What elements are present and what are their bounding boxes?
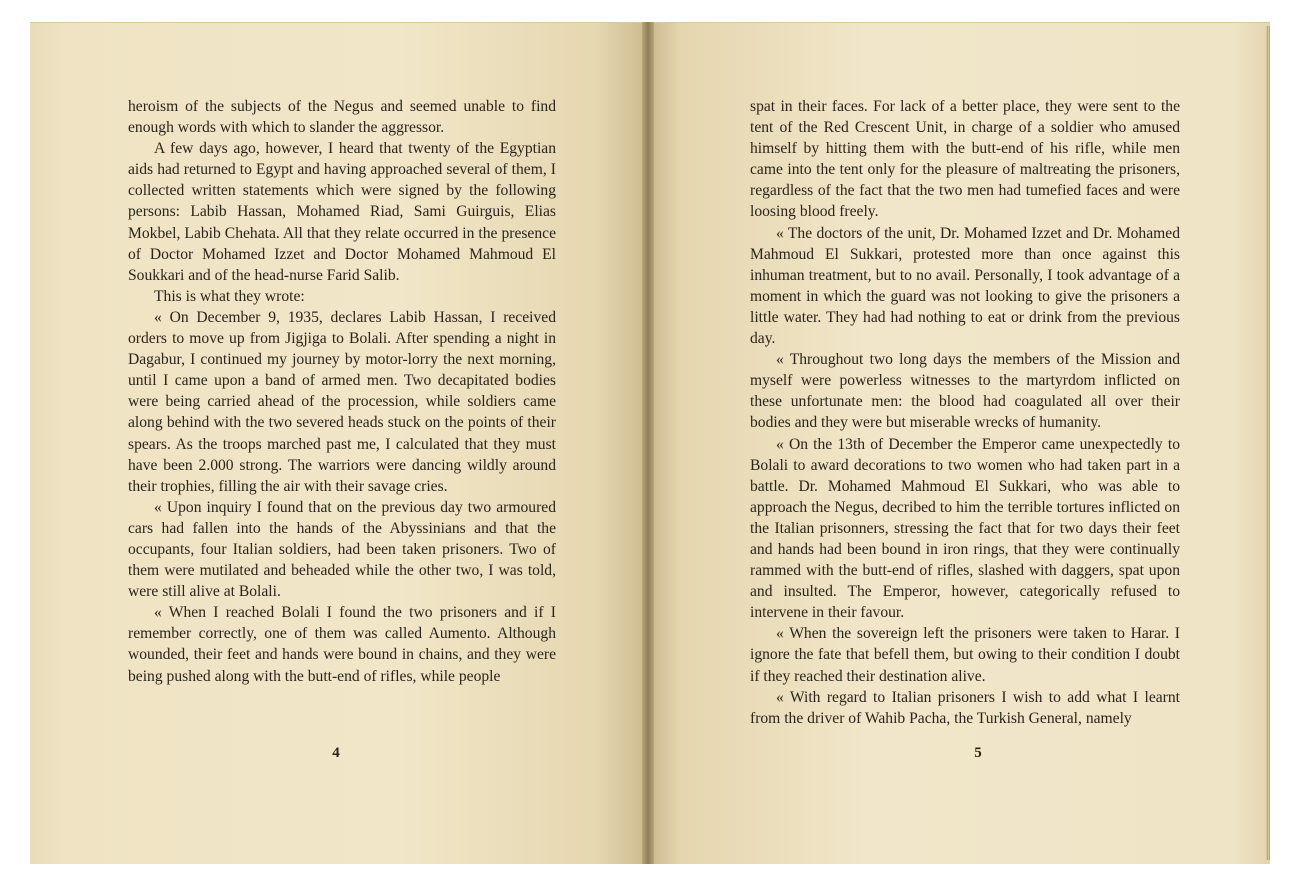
paragraph: spat in their faces. For lack of a better place, they were sent to the tent of the Red Crescent Unit, in charge of a soldier who amused himself by hitting them with the butt-end of his rifle, while men came into the tent only for the pleasure of maltreating the prisoners, regardless of the fact that the two men had tumefied faces and were loosing blood freely. xyxy=(750,98,1180,221)
book-gutter xyxy=(642,22,654,864)
paragraph: « On December 9, 1935, declares Labib Hassan, I received orders to move up from Jigjiga to Bolali. After spending a night in Dagabur, I continued my journey by motor-lorry the next morning, until I came upon a band of armed men. Two decapitated bodies were being carried ahead of the procession, while soldiers came along behind with the two severed heads stuck on the points of their spears. As the troops marched past me, I calculated that they must have been 2.000 strong. The warriors were dancing wildly around their trophies, filling the air with their savage cries. xyxy=(128,308,556,495)
paragraph: « Upon inquiry I found that on the previous day two armoured cars had fallen into the hands of the Abyssinians and that the occupants, four Italian soldiers, had been taken prisoners. Two of them were mutilated and beheaded while the other two, I was told, were still alive at Bolali. xyxy=(128,498,556,601)
paragraph: « The doctors of the unit, Dr. Mohamed Izzet and Dr. Mohamed Mahmoud El Sukkari, protested more than once against this inhuman treatment, but to no avail. Personally, I took advantage of a moment in which the guard was not looking to give the prisoners a little water. They had had nothing to eat or drink from the previous day. xyxy=(750,224,1180,348)
open-book xyxy=(30,22,1270,864)
paragraph: « When the sovereign left the prisoners were taken to Harar. I ignore the fate that befell them, but owing to their condition I doubt if they reached their destination alive. xyxy=(750,625,1180,685)
page-number: 5 xyxy=(974,745,982,761)
left-page-text xyxy=(128,96,556,687)
left-page xyxy=(30,22,646,864)
paragraph: « When I reached Bolali I found the two prisoners and if I remember correctly, one of them was called Aumento. Although wounded, their feet and hands were bound in chains, and they were being pushed along with the butt-end of rifles, while people xyxy=(128,604,556,685)
page-number: 4 xyxy=(332,745,340,761)
paragraph: « On the 13th of December the Emperor came unexpectedly to Bolali to award decorations to two women who had taken part in a battle. Dr. Mohamed Mahmoud El Sukkari, who was able to approach the Negus, decribed to him the terrible tortures inflicted on the Italian prisonners, stressing the fact that for two days their feet and hands had been bound in iron rings, that they were continually rammed with the butt-end of rifles, slashed with daggers, spat upon and insulted. The Emperor, however, categorically refused to intervene in their favour. xyxy=(750,435,1180,622)
paragraph: « With regard to Italian prisoners I wish to add what I learnt from the driver of Wahib Pacha, the Turkish General, namely xyxy=(750,688,1180,727)
paragraph: « Throughout two long days the members of the Mission and myself were powerless witnesses to the martyrdom inflicted on these unfortunate men: the blood had coagulated all over their bodies and they were but miserable wrecks of humanity. xyxy=(750,351,1180,432)
paragraph: heroism of the subjects of the Negus and seemed unable to find enough words with which to slander the aggressor. xyxy=(128,98,556,137)
page-edges xyxy=(1266,26,1270,860)
right-page xyxy=(650,22,1270,864)
paragraph: This is what they wrote: xyxy=(154,287,305,305)
right-page-text xyxy=(750,96,1180,729)
paragraph: A few days ago, however, I heard that twenty of the Egyptian aids had returned to Egypt and having approached several of them, I collected written statements which were signed by the following persons: Labib Hassan, Mohamed Riad, Sami Guirguis, Elias Mokbel, Labib Chehata. All that they relate occurred in the presence of Doctor Mohamed Izzet and Doctor Mohamed Mahmoud El Soukkari and of the head-nurse Farid Salib. xyxy=(128,140,556,284)
